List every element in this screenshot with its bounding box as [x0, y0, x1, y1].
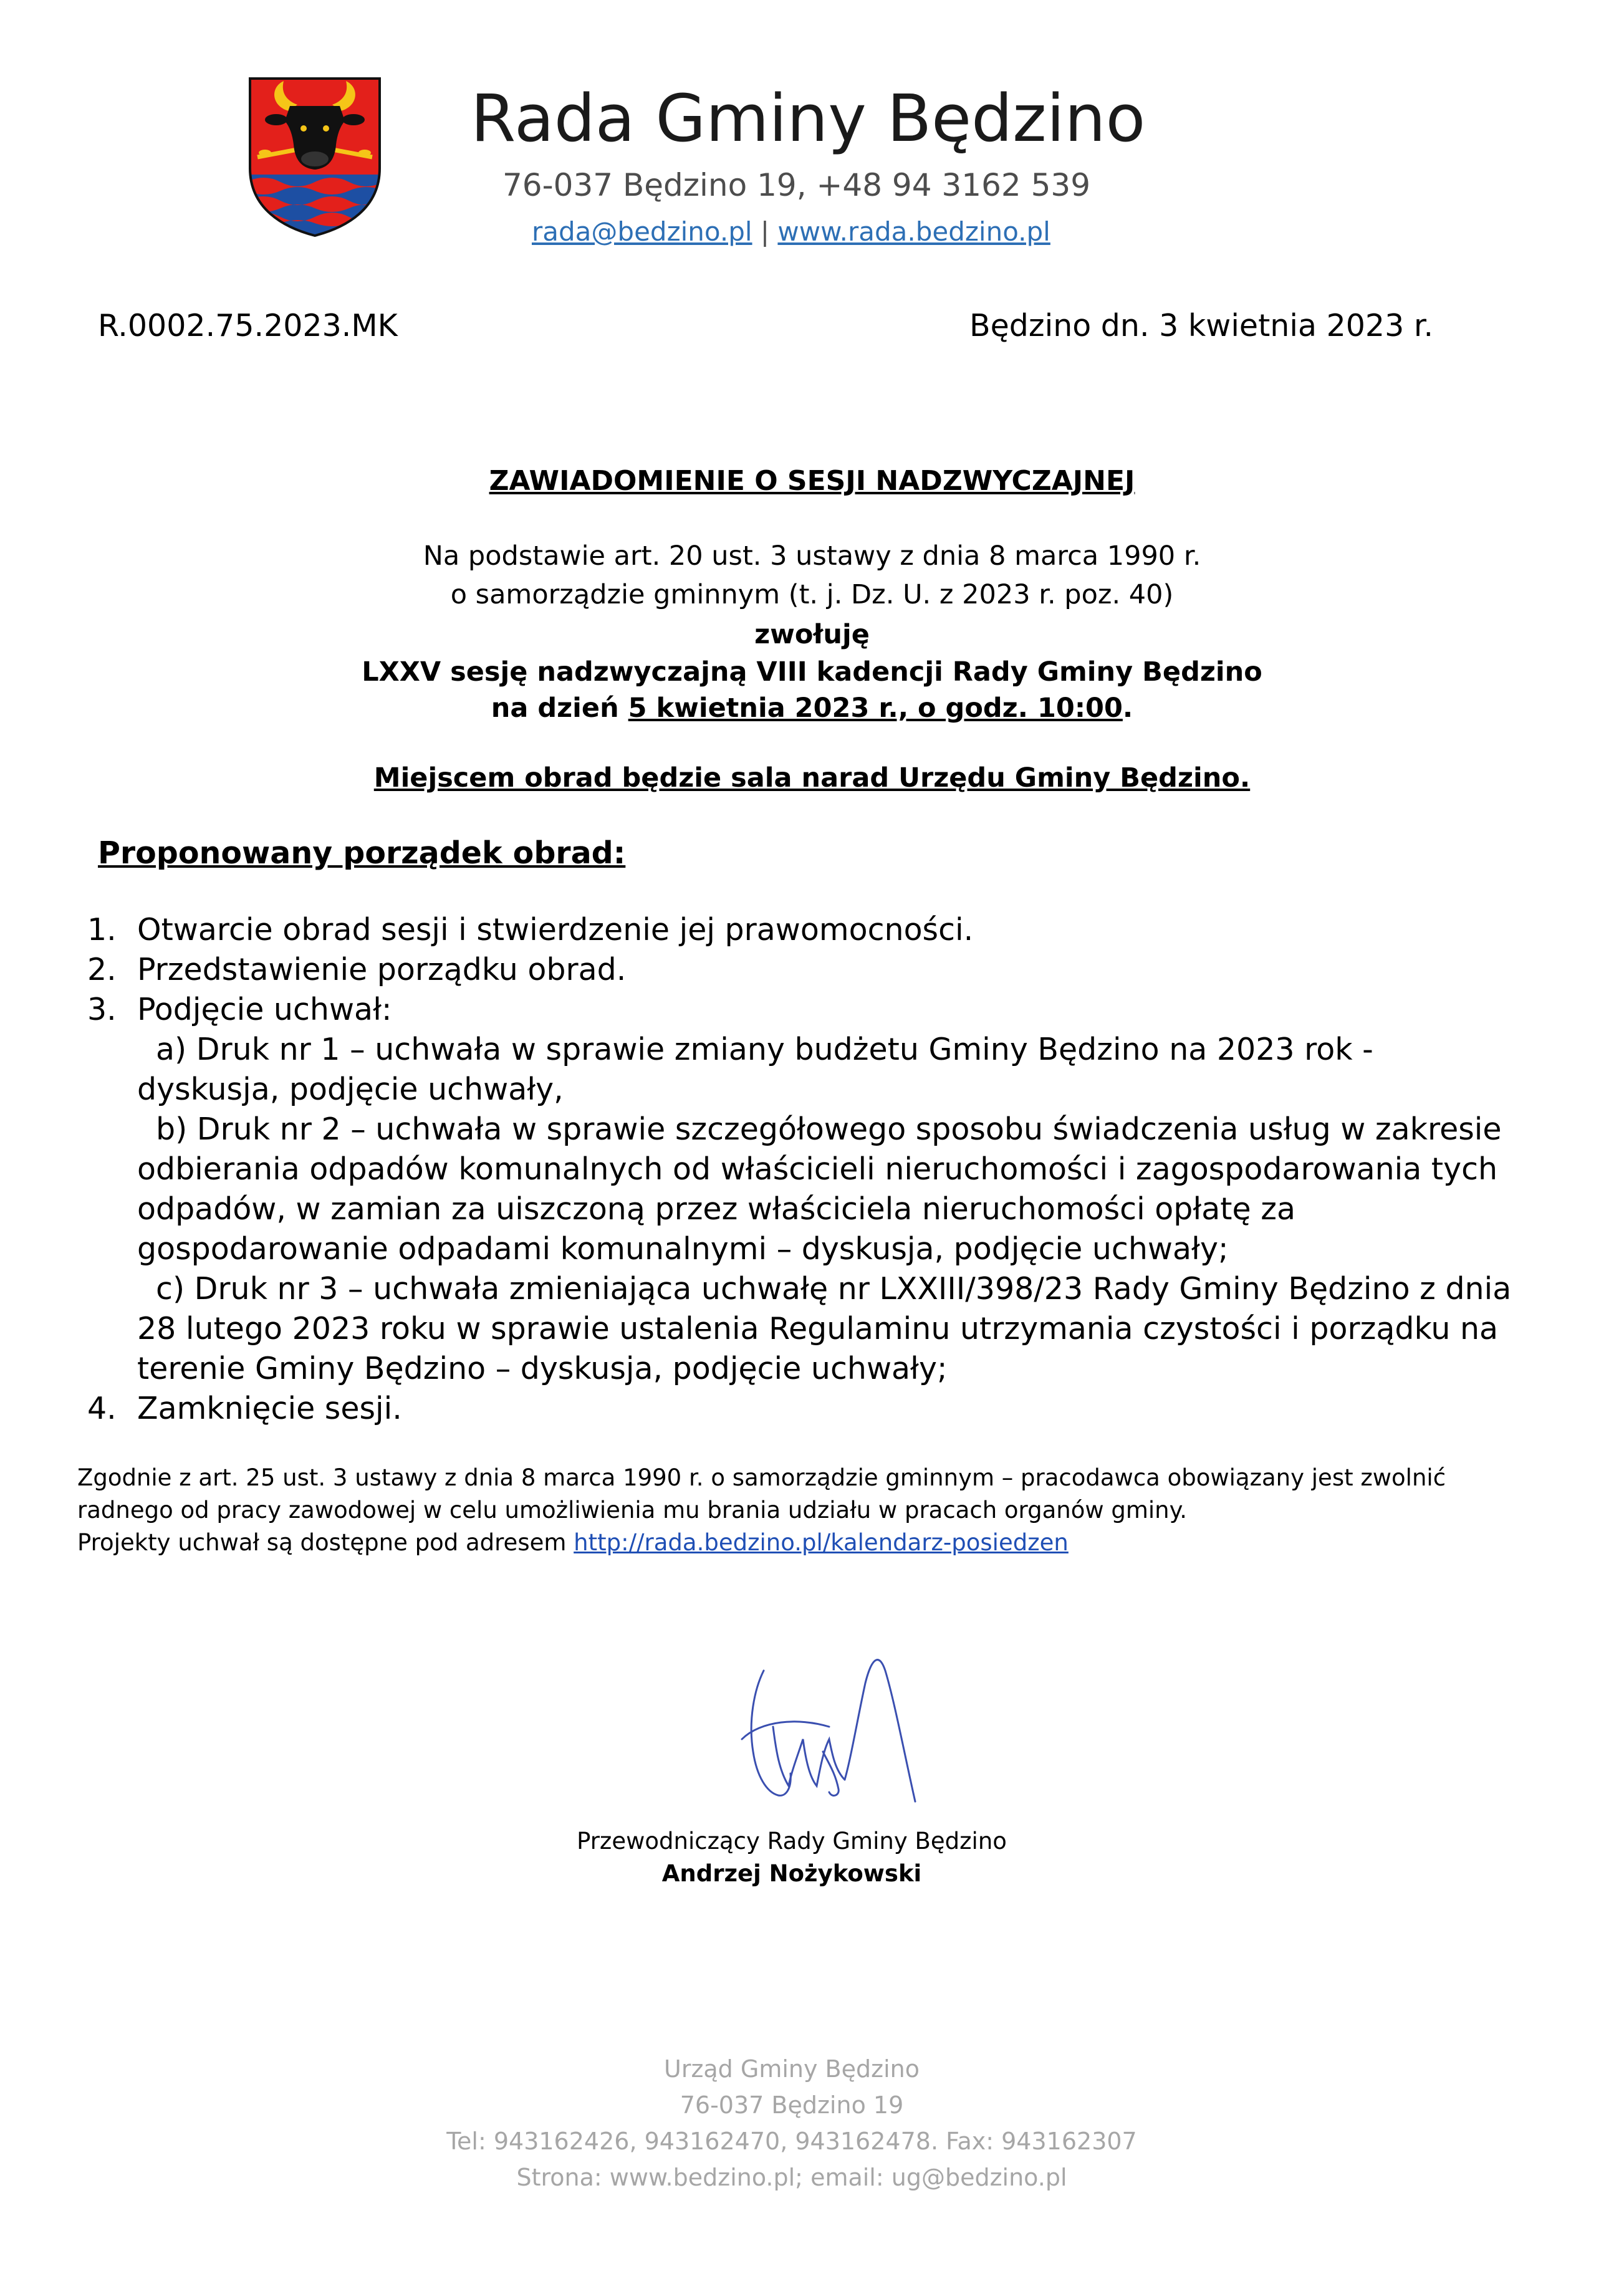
footer-web-email: Strona: www.bedzino.pl; email: ug@bedzino.pl — [516, 2164, 1067, 2191]
agenda-subitem: a) Druk nr 1 – uchwała w sprawie zmiany budżetu Gminy Będzino na 2023 rok - dyskusja, podjęcie uchwały, — [137, 1032, 1373, 1107]
agenda-item-number: 3. — [87, 992, 117, 1027]
datetime-value: 5 kwietnia 2023 r., o godz. 10:00 — [628, 693, 1123, 724]
agenda-heading: Proponowany porządek obrad: — [98, 835, 626, 871]
org-name: Rada Gminy Będzino — [471, 80, 1146, 156]
footer-office-name: Urząd Gminy Będzino — [664, 2055, 920, 2083]
datetime-suffix: . — [1122, 693, 1133, 724]
reference-number: R.0002.75.2023.MK — [98, 308, 398, 343]
document-title: ZAWIADOMIENIE O SESJI NADZWYCZAJNEJ — [489, 465, 1135, 497]
legal-note — [77, 1462, 1549, 1559]
agenda-item-number: 1. — [87, 912, 117, 948]
agenda-item-number: 4. — [87, 1391, 117, 1426]
agenda-item-text: Zamknięcie sesji. — [137, 1391, 402, 1426]
agenda-subitem: c) Druk nr 3 – uchwała zmieniająca uchwałę nr LXXIII/398/23 Rady Gminy Będzino z dnia 28 lutego 2023 roku w sprawie ustalenia Regulaminu utrzymania czystości i porządku na terenie Gminy Będzino – dyskusja, podjęcie uchwały; — [137, 1271, 1512, 1386]
website-link[interactable]: www.rada.bedzino.pl — [777, 216, 1050, 247]
agenda-item-text: Podjęcie uchwał: — [137, 992, 392, 1027]
coat-of-arms-icon — [246, 75, 383, 238]
agenda-item-text: Otwarcie obrad sesji i stwierdzenie jej prawomocności. — [137, 912, 974, 948]
session-name: LXXV sesję nadzwyczajną VIII kadencji Rady Gminy Będzino — [362, 656, 1262, 688]
drafts-text: Projekty uchwał są dostępne pod adresem — [77, 1529, 574, 1556]
datetime-prefix: na dzień — [491, 693, 628, 724]
agenda-list — [87, 910, 1521, 1429]
org-address: 76-037 Będzino 19, +48 94 3162 539 — [502, 167, 1091, 203]
signer-name: Andrzej Nożykowski — [661, 1860, 922, 1887]
agenda-item-text: Przedstawienie porządku obrad. — [137, 952, 627, 987]
session-place: Miejscem obrad będzie sala narad Urzędu Gminy Będzino. — [373, 762, 1251, 794]
agenda-item — [87, 910, 1521, 950]
drafts-availability — [77, 1527, 1549, 1559]
email-link[interactable]: rada@bedzino.pl — [532, 216, 752, 247]
handwritten-signature — [704, 1646, 941, 1833]
agenda-item-number: 2. — [87, 952, 117, 987]
agenda-item — [87, 1389, 1521, 1429]
signer-title: Przewodniczący Rady Gminy Będzino — [577, 1828, 1007, 1855]
org-contact — [532, 213, 1155, 251]
legal-basis-line-2: o samorządzie gminnym (t. j. Dz. U. z 2023 r. poz. 40) — [450, 579, 1174, 610]
legal-note-text: Zgodnie z art. 25 ust. 3 ustawy z dnia 8 marca 1990 r. o samorządzie gminnym – pracodawca obowiązany jest zwolnić radnego od pracy zawodowej w celu umożliwienia mu brania udziału w pracach organów gminy. — [77, 1464, 1446, 1524]
session-datetime — [0, 688, 1624, 728]
agenda-item — [87, 950, 1521, 990]
place-date: Będzino dn. 3 kwietnia 2023 r. — [969, 308, 1434, 343]
footer-address: 76-037 Będzino 19 — [680, 2091, 904, 2119]
agenda-subitem: b) Druk nr 2 – uchwała w sprawie szczegółowego sposobu świadczenia usług w zakresie odbierania odpadów komunalnych od właścicieli nieruchomości i zagospodarowania tych odpadów, w zamian za uiszczoną przez właściciela nieruchomości opłatę za gospodarowanie odpadami komunalnymi – dyskusja, podjęcie uchwały; — [137, 1111, 1502, 1267]
contact-separator: | — [760, 216, 770, 247]
drafts-link[interactable]: http://rada.bedzino.pl/kalendarz-posiedzen — [574, 1529, 1069, 1556]
footer-phones: Tel: 943162426, 943162470, 943162478. Fax: 943162307 — [446, 2128, 1137, 2155]
legal-basis-line-1: Na podstawie art. 20 ust. 3 ustawy z dnia 8 marca 1990 r. — [423, 540, 1201, 572]
agenda-item — [87, 990, 1521, 1030]
convene-word: zwołuję — [754, 619, 870, 650]
